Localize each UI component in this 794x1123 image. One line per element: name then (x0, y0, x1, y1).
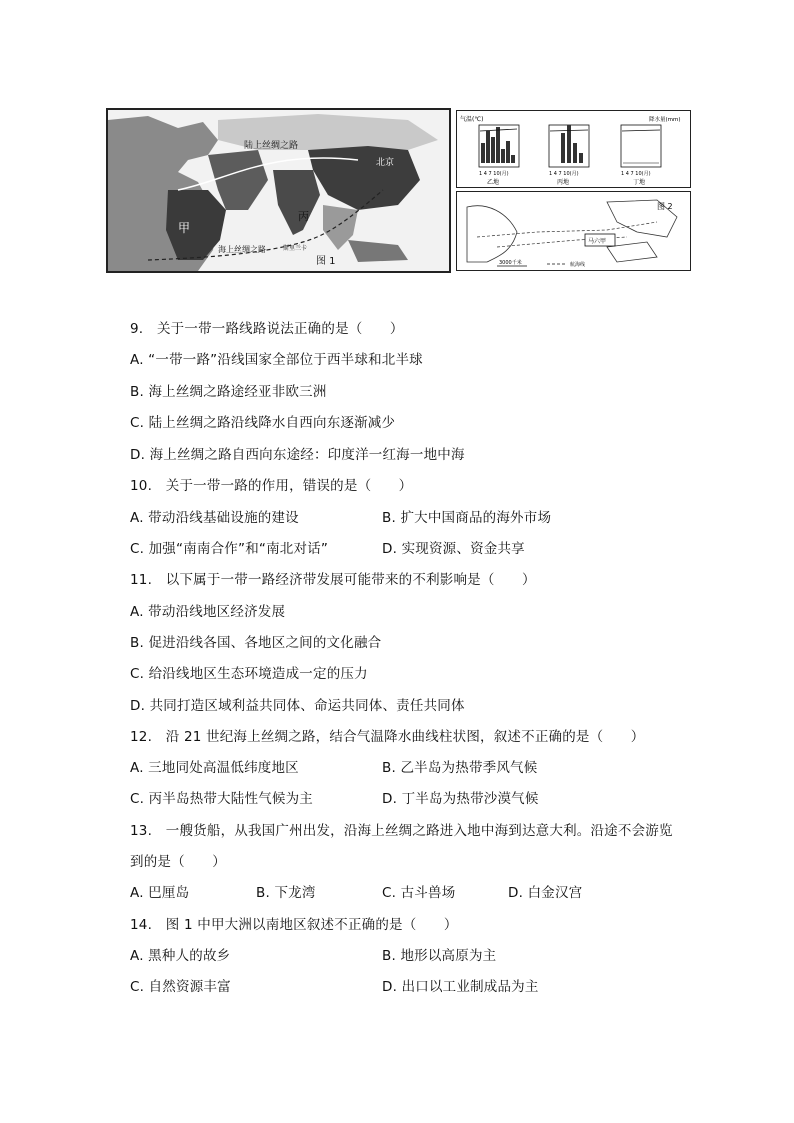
question-14-option-d[interactable]: D. 出口以工业制成品为主 (382, 979, 539, 995)
figure-1-caption: 图 1 (316, 256, 336, 267)
question-10-option-d[interactable]: D. 实现资源、资金共享 (382, 541, 525, 557)
fig2-legend: 航海线 (570, 262, 586, 268)
question-12-option-a[interactable]: A. 三地同处高温低纬度地区 (130, 760, 299, 776)
question-10-option-b[interactable]: B. 扩大中国商品的海外市场 (382, 510, 552, 526)
question-13-stem-cont: 到的是（ ） (130, 854, 226, 870)
question-14-stem: 14. 图 1 中甲大洲以南地区叙述不正确的是（ ） (130, 917, 458, 933)
question-14-option-c[interactable]: C. 自然资源丰富 (130, 979, 231, 995)
question-13-option-c[interactable]: C. 古斗兽场 (382, 885, 456, 901)
question-9-option-d[interactable]: D. 海上丝绸之路自西向东途经：印度洋一红海一地中海 (130, 447, 465, 463)
question-14-option-a[interactable]: A. 黑种人的故乡 (130, 948, 231, 964)
question-14-option-b[interactable]: B. 地形以高原为主 (382, 948, 497, 964)
figure-2-caption: 图 2 (657, 202, 673, 211)
question-12-option-b[interactable]: B. 乙半岛为热带季风气候 (382, 760, 538, 776)
question-11-option-b[interactable]: B. 促进沿线各国、各地区之间的文化融合 (130, 635, 382, 651)
question-11-option-d[interactable]: D. 共同打造区域利益共同体、命运共同体、责任共同体 (130, 698, 465, 714)
climate-ticks-bing: 1 4 7 10(月) (549, 171, 579, 177)
climate-name-bing: 丙地 (557, 179, 570, 186)
question-9-stem: 9. 关于一带一路线路说法正确的是（ ） (130, 321, 404, 337)
figure-1-map (106, 108, 451, 273)
question-13-option-d[interactable]: D. 白金汉宫 (508, 885, 583, 901)
label-region-bing: 丙 (298, 210, 309, 223)
question-10-stem: 10. 关于一带一路的作用，错误的是（ ） (130, 478, 413, 494)
question-10-option-c[interactable]: C. 加强“南南合作”和“南北对话” (130, 541, 329, 557)
question-9-option-a[interactable]: A. “一带一路”沿线国家全部位于西半球和北半球 (130, 352, 423, 368)
question-13-option-a[interactable]: A. 巴厘岛 (130, 885, 190, 901)
climate-ticks-ding: 1 4 7 10(月) (621, 171, 651, 177)
climate-name-yi: 乙地 (487, 179, 500, 186)
figure-2-map (456, 191, 691, 271)
label-region-jia: 甲 (178, 221, 191, 235)
question-13-option-b[interactable]: B. 下龙湾 (256, 885, 316, 901)
label-beijing: 北京 (376, 158, 395, 168)
question-12-option-d[interactable]: D. 丁半岛为热带沙漠气候 (382, 791, 539, 807)
label-land-route: 陆上丝绸之路 (244, 141, 299, 151)
question-11-option-a[interactable]: A. 带动沿线地区经济发展 (130, 604, 286, 620)
question-12-stem: 12. 沿 21 世纪海上丝绸之路，结合气温降水曲线柱状图，叙述不正确的是（ ） (130, 729, 645, 745)
climate-ticks-yi: 1 4 7 10(月) (479, 171, 509, 177)
question-13-stem: 13. 一艘货船，从我国广州出发，沿海上丝绸之路进入地中海到达意大利。沿途不会游览 (130, 823, 673, 839)
climate-right-axis: 降水量(mm) (649, 117, 681, 123)
label-sea-route: 海上丝绸之路 (218, 245, 266, 254)
fig2-scale: 3000千米 (499, 260, 522, 266)
climate-left-axis: 气温(℃) (460, 116, 484, 123)
fig2-box-label: 马六甲 (588, 238, 607, 245)
question-9-option-c[interactable]: C. 陆上丝绸之路沿线降水自西向东逐渐减少 (130, 415, 396, 431)
climate-charts (456, 110, 691, 188)
question-10-option-a[interactable]: A. 带动沿线基础设施的建设 (130, 510, 299, 526)
question-11-option-c[interactable]: C. 给沿线地区生态环境造成一定的压力 (130, 666, 368, 682)
question-11-stem: 11. 以下属于一带一路经济带发展可能带来的不利影响是（ ） (130, 572, 536, 588)
question-12-option-c[interactable]: C. 丙半岛热带大陆性气候为主 (130, 791, 314, 807)
climate-name-ding: 丁地 (633, 179, 646, 186)
label-sri-lanka: 斯里兰卡 (283, 245, 308, 252)
question-9-option-b[interactable]: B. 海上丝绸之路途经亚非欧三洲 (130, 384, 327, 400)
